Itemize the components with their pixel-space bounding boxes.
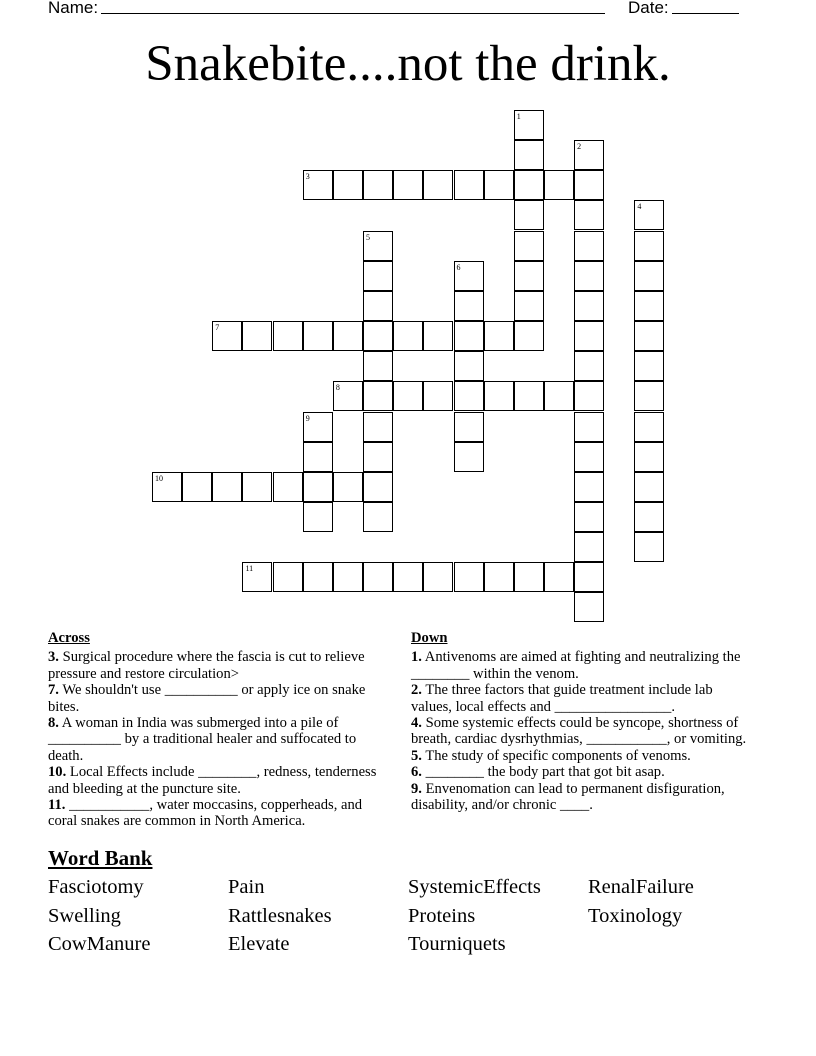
crossword-cell[interactable] bbox=[363, 502, 393, 532]
clue-number: 5 bbox=[366, 232, 371, 242]
clue-down-2: 2. The three factors that guide treatment include lab values, local effects and ________________. bbox=[411, 682, 713, 715]
clue-number: 2 bbox=[577, 142, 582, 152]
name-label: Name: bbox=[48, 0, 99, 17]
crossword-cell[interactable] bbox=[393, 562, 423, 592]
crossword-cell[interactable] bbox=[273, 321, 303, 351]
crossword-cell[interactable] bbox=[634, 412, 664, 442]
down-heading: Down bbox=[411, 630, 448, 646]
crossword-cell[interactable] bbox=[423, 562, 453, 592]
crossword-cell[interactable] bbox=[514, 381, 544, 411]
crossword-cell[interactable] bbox=[303, 321, 333, 351]
crossword-cell[interactable] bbox=[333, 321, 363, 351]
crossword-cell[interactable] bbox=[514, 170, 544, 200]
crossword-cell[interactable] bbox=[333, 381, 363, 411]
clue-across-7: 7. We shouldn't use __________ or apply ice on snake bites. bbox=[48, 682, 366, 715]
crossword-cell[interactable] bbox=[574, 412, 604, 442]
crossword-cell[interactable] bbox=[574, 261, 604, 291]
word-bank-item: CowManure bbox=[48, 933, 151, 955]
crossword-cell[interactable] bbox=[393, 321, 423, 351]
crossword-cell[interactable] bbox=[634, 291, 664, 321]
crossword-cell[interactable] bbox=[514, 562, 544, 592]
crossword-cell[interactable] bbox=[454, 562, 484, 592]
crossword-cell[interactable] bbox=[242, 321, 272, 351]
crossword-cell[interactable] bbox=[303, 412, 333, 442]
clue-across-10: 10. Local Effects include ________, redness, tenderness and bleeding at the puncture site. bbox=[48, 764, 377, 797]
word-bank-item: RenalFailure bbox=[588, 876, 694, 898]
crossword-cell[interactable] bbox=[514, 321, 544, 351]
crossword-cell[interactable] bbox=[634, 231, 664, 261]
clue-down-4: 4. Some systemic effects could be syncope, shortness of breath, cardiac dysrhythmias, ___________, or vomiting. bbox=[411, 715, 747, 748]
crossword-cell[interactable] bbox=[303, 442, 333, 472]
clue-number: 7 bbox=[215, 323, 220, 333]
word-bank-item: Toxinology bbox=[588, 904, 683, 927]
clue-number: 4 bbox=[637, 202, 642, 212]
word-bank-item: Fasciotomy bbox=[48, 876, 144, 898]
crossword-cell[interactable] bbox=[514, 291, 544, 321]
word-bank-item: Rattlesnakes bbox=[228, 904, 332, 927]
crossword-cell[interactable] bbox=[363, 562, 393, 592]
clue-number: 6 bbox=[456, 262, 461, 272]
crossword-cell[interactable] bbox=[574, 532, 604, 562]
crossword-cell[interactable] bbox=[454, 170, 484, 200]
crossword-cell[interactable] bbox=[634, 381, 664, 411]
crossword-cell[interactable] bbox=[574, 291, 604, 321]
crossword-cell[interactable] bbox=[574, 472, 604, 502]
crossword-cell[interactable] bbox=[363, 170, 393, 200]
crossword-cell[interactable] bbox=[152, 472, 182, 502]
word-bank-item: Swelling bbox=[48, 904, 121, 927]
crossword-cell[interactable] bbox=[242, 472, 272, 502]
clue-down-1: 1. Antivenoms are aimed at fighting and neutralizing the ________ within the venom. bbox=[411, 649, 741, 682]
word-bank-item: Proteins bbox=[408, 904, 476, 927]
across-clues bbox=[48, 630, 393, 830]
crossword-cell[interactable] bbox=[273, 472, 303, 502]
crossword-cell[interactable] bbox=[574, 200, 604, 230]
crossword-cell[interactable] bbox=[363, 442, 393, 472]
crossword-cell[interactable] bbox=[484, 381, 514, 411]
crossword-cell[interactable] bbox=[423, 381, 453, 411]
crossword-cell[interactable] bbox=[634, 200, 664, 230]
crossword-cell[interactable] bbox=[393, 170, 423, 200]
crossword-cell[interactable] bbox=[242, 562, 272, 592]
down-clues bbox=[411, 630, 756, 813]
crossword-cell[interactable] bbox=[574, 502, 604, 532]
crossword-cell[interactable] bbox=[303, 170, 333, 200]
crossword-cell[interactable] bbox=[363, 321, 393, 351]
crossword-cell[interactable] bbox=[212, 321, 242, 351]
crossword-cell[interactable] bbox=[484, 321, 514, 351]
crossword-cell[interactable] bbox=[544, 381, 574, 411]
crossword-cell[interactable] bbox=[363, 291, 393, 321]
word-bank-item: SystemicEffects bbox=[408, 876, 541, 898]
crossword-cell[interactable] bbox=[303, 562, 333, 592]
crossword-cell[interactable] bbox=[514, 110, 544, 140]
crossword-cell[interactable] bbox=[514, 200, 544, 230]
crossword-cell[interactable] bbox=[634, 321, 664, 351]
crossword-cell[interactable] bbox=[393, 381, 423, 411]
crossword-cell[interactable] bbox=[454, 442, 484, 472]
crossword-cell[interactable] bbox=[634, 261, 664, 291]
crossword-cell[interactable] bbox=[273, 562, 303, 592]
page-title: Snakebite....not the drink. bbox=[145, 36, 671, 92]
clue-down-9: 9. Envenomation can lead to permanent disfiguration, disability, and/or chronic ____. bbox=[411, 780, 725, 814]
crossword-cell[interactable] bbox=[634, 502, 664, 532]
crossword-cell[interactable] bbox=[574, 442, 604, 472]
crossword-cell[interactable] bbox=[182, 472, 212, 502]
crossword-cell[interactable] bbox=[574, 231, 604, 261]
date-label: Date: bbox=[628, 0, 669, 17]
crossword-cell[interactable] bbox=[544, 562, 574, 592]
crossword-cell[interactable] bbox=[363, 412, 393, 442]
crossword-cell[interactable] bbox=[634, 351, 664, 381]
crossword-cell[interactable] bbox=[363, 261, 393, 291]
crossword-cell[interactable] bbox=[212, 472, 242, 502]
clue-across-8: 8. A woman in India was submerged into a pile of __________ by a traditional healer and suffocated to death. bbox=[48, 715, 357, 764]
crossword-cell[interactable] bbox=[634, 472, 664, 502]
crossword-cell[interactable] bbox=[574, 321, 604, 351]
crossword-cell[interactable] bbox=[574, 170, 604, 200]
clue-number: 11 bbox=[245, 564, 254, 574]
crossword-cell[interactable] bbox=[454, 381, 484, 411]
crossword-cell[interactable] bbox=[544, 170, 574, 200]
clue-across-3: 3. Surgical procedure where the fascia is cut to relieve pressure and restore circulation> bbox=[48, 649, 365, 682]
crossword-cell[interactable] bbox=[303, 502, 333, 532]
word-bank-item: Pain bbox=[228, 876, 265, 898]
clue-down-6: 6. ________ the body part that got bit asap. bbox=[411, 764, 665, 781]
crossword-cell[interactable] bbox=[574, 381, 604, 411]
crossword-cell[interactable] bbox=[363, 472, 393, 502]
crossword-cell[interactable] bbox=[423, 321, 453, 351]
crossword-cell[interactable] bbox=[574, 351, 604, 381]
crossword-cell[interactable] bbox=[514, 140, 544, 170]
crossword-cell[interactable] bbox=[634, 442, 664, 472]
crossword-cell[interactable] bbox=[484, 562, 514, 592]
crossword-cell[interactable] bbox=[333, 472, 363, 502]
crossword-cell[interactable] bbox=[514, 261, 544, 291]
crossword-cell[interactable] bbox=[363, 351, 393, 381]
crossword-cell[interactable] bbox=[454, 412, 484, 442]
crossword-cell[interactable] bbox=[574, 140, 604, 170]
crossword-cell[interactable] bbox=[363, 381, 393, 411]
crossword-cell[interactable] bbox=[423, 170, 453, 200]
word-bank-item: Elevate bbox=[228, 933, 290, 955]
crossword-cell[interactable] bbox=[454, 321, 484, 351]
word-bank-item: Tourniquets bbox=[408, 933, 506, 955]
clue-number: 3 bbox=[305, 172, 310, 182]
crossword-cell[interactable] bbox=[333, 170, 363, 200]
crossword-cell[interactable] bbox=[574, 592, 604, 622]
clue-number: 10 bbox=[155, 473, 163, 483]
clue-number: 8 bbox=[335, 383, 340, 393]
crossword-cell[interactable] bbox=[514, 231, 544, 261]
crossword-cell[interactable] bbox=[454, 261, 484, 291]
crossword-cell[interactable] bbox=[363, 231, 393, 261]
crossword-cell[interactable] bbox=[303, 472, 333, 502]
crossword-cell[interactable] bbox=[454, 291, 484, 321]
word-bank bbox=[48, 873, 768, 959]
crossword-cell[interactable] bbox=[333, 562, 363, 592]
across-heading: Across bbox=[48, 630, 90, 646]
crossword-cell[interactable] bbox=[574, 562, 604, 592]
crossword-cell[interactable] bbox=[634, 532, 664, 562]
clue-across-11: 11. ___________, water moccasins, copperheads, and coral snakes are common in North America. bbox=[48, 797, 363, 830]
clue-down-5: 5. The study of specific components of venoms. bbox=[411, 747, 691, 764]
crossword-cell[interactable] bbox=[484, 170, 514, 200]
word-bank-heading: Word Bank bbox=[48, 846, 153, 870]
clue-number: 9 bbox=[305, 413, 310, 423]
clue-number: 1 bbox=[516, 112, 521, 121]
crossword-cell[interactable] bbox=[454, 351, 484, 381]
